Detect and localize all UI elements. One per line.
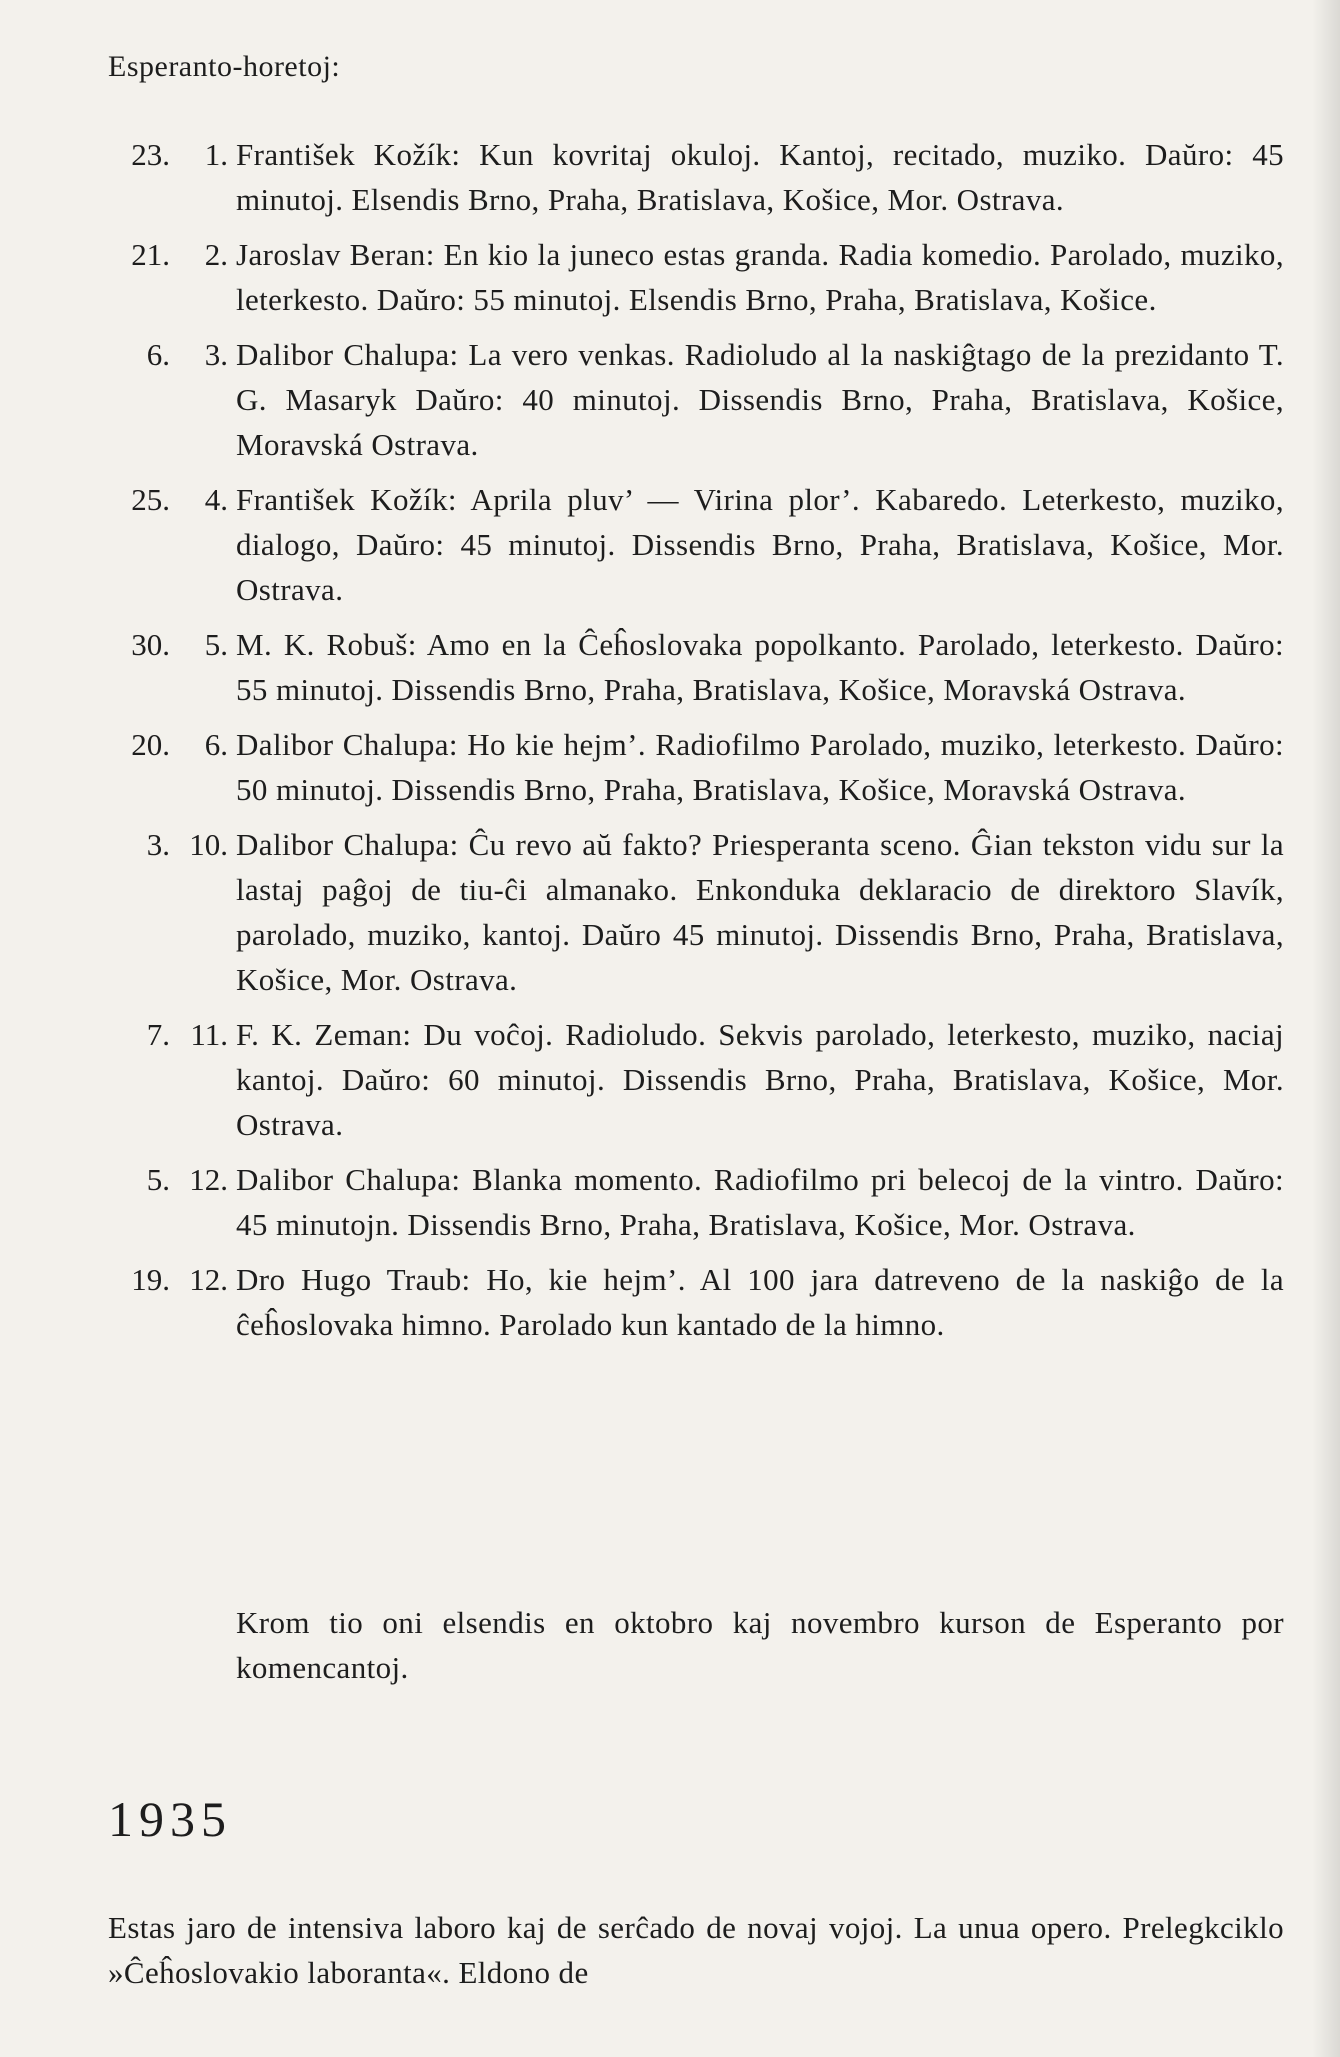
broadcast-entry xyxy=(108,232,1284,322)
entry-month: 10. xyxy=(189,827,228,862)
entry-date xyxy=(108,1012,236,1147)
entry-month: 3. xyxy=(204,337,228,372)
entry-description: Dalibor Chalupa: La vero venkas. Radioludo al la naskiĝtago de la prezidanto T. G. Masaryk Daŭro: 40 minutoj. Dissendis Brno, Praha, Bratislava, Košice, Moravská Ostrava. xyxy=(236,337,1284,462)
entry-date xyxy=(108,622,236,712)
entry-description: František Kožík: Kun kovritaj okuloj. Kantoj, recitado, muziko. Daŭro: 45 minutoj. Elsendis Brno, Praha, Bratislava, Košice, Mor. Ostrava. xyxy=(236,137,1284,217)
broadcast-entry xyxy=(108,1257,1284,1347)
year-paragraph: Estas jaro de intensiva laboro kaj de serĉado de novaj vojoj. La unua opero. Prelegkciklo »Ĉeĥoslovakio laboranta«. Eldono de xyxy=(108,1910,1284,1990)
entry-month: 6. xyxy=(204,727,228,762)
entry-month: 5. xyxy=(204,627,228,662)
year-heading: 1935 xyxy=(108,1791,232,1847)
entry-description: Jaroslav Beran: En kio la juneco estas granda. Radia komedio. Parolado, muziko, leterkesto. Daŭro: 55 minutoj. Elsendis Brno, Praha, Bratislava, Košice. xyxy=(236,237,1284,317)
entry-day: 5. xyxy=(146,1162,170,1197)
entry-description: M. K. Robuš: Amo en la Ĉeĥoslovaka popolkanto. Parolado, leterkesto. Daŭro: 55 minutoj. Dissendis Brno, Praha, Bratislava, Košice, Moravská Ostrava. xyxy=(236,627,1284,707)
entry-day: 21. xyxy=(131,237,170,272)
broadcast-list xyxy=(108,132,1284,1357)
broadcast-entry xyxy=(108,477,1284,612)
broadcast-entry xyxy=(108,622,1284,712)
entry-day: 25. xyxy=(131,482,170,517)
entry-description: František Kožík: Aprila pluv’ — Virina plor’. Kabaredo. Leterkesto, muziko, dialogo, Daŭro: 45 minutoj. Dissendis Brno, Praha, Bratislava, Košice, Mor. Ostrava. xyxy=(236,482,1284,607)
entry-date xyxy=(108,332,236,467)
entry-description: Dalibor Chalupa: Ho kie hejm’. Radiofilmo Parolado, muziko, leterkesto. Daŭro: 50 minutoj. Dissendis Brno, Praha, Bratislava, Košice, Moravská Ostrava. xyxy=(236,727,1284,807)
entry-date xyxy=(108,132,236,222)
broadcast-entry xyxy=(108,132,1284,222)
entry-day: 7. xyxy=(146,1017,170,1052)
entry-date xyxy=(108,477,236,612)
broadcast-entry xyxy=(108,332,1284,467)
entry-description: Dro Hugo Traub: Ho, kie hejm’. Al 100 jara datreveno de la naskiĝo de la ĉeĥoslovaka himno. Parolado kun kantado de la himno. xyxy=(236,1262,1284,1342)
entry-month: 11. xyxy=(190,1017,228,1052)
section-heading: Esperanto-horetoj: xyxy=(108,50,341,83)
entry-date xyxy=(108,822,236,1002)
broadcast-entry xyxy=(108,1157,1284,1247)
broadcast-entry xyxy=(108,1012,1284,1147)
entry-month: 4. xyxy=(204,482,228,517)
entry-date xyxy=(108,232,236,322)
broadcast-entry xyxy=(108,822,1284,1002)
closing-note: Krom tio oni elsendis en oktobro kaj novembro kurson de Esperanto por komencantoj. xyxy=(236,1605,1284,1685)
entry-day: 19. xyxy=(131,1262,170,1297)
entry-date xyxy=(108,1157,236,1247)
entry-day: 20. xyxy=(131,727,170,762)
entry-description: Dalibor Chalupa: Ĉu revo aŭ fakto? Priesperanta sceno. Ĝian tekston vidu sur la lastaj paĝoj de tiu-ĉi almanako. Enkonduka deklaracio de direktoro Slavík, parolado, muziko, kantoj. Daŭro 45 minutoj. Dissendis Brno, Praha, Bratislava, Košice, Mor. Ostrava. xyxy=(236,827,1284,997)
entry-description: Dalibor Chalupa: Blanka momento. Radiofilmo pri belecoj de la vintro. Daŭro: 45 minutojn. Dissendis Brno, Praha, Bratislava, Košice, Mor. Ostrava. xyxy=(236,1162,1284,1242)
entry-month: 12. xyxy=(189,1162,228,1197)
entry-day: 23. xyxy=(131,137,170,172)
entry-month: 1. xyxy=(204,137,228,172)
entry-day: 3. xyxy=(146,827,170,862)
entry-date xyxy=(108,1257,236,1347)
entry-day: 6. xyxy=(146,337,170,372)
broadcast-entry xyxy=(108,722,1284,812)
entry-description: F. K. Zeman: Du voĉoj. Radioludo. Sekvis parolado, leterkesto, muziko, naciaj kantoj. Daŭro: 60 minutoj. Dissendis Brno, Praha, Bratislava, Košice, Mor. Ostrava. xyxy=(236,1017,1284,1142)
entry-day: 30. xyxy=(131,627,170,662)
page-edge-shadow xyxy=(1312,0,1340,2057)
entry-month: 12. xyxy=(189,1262,228,1297)
entry-month: 2. xyxy=(204,237,228,272)
entry-date xyxy=(108,722,236,812)
